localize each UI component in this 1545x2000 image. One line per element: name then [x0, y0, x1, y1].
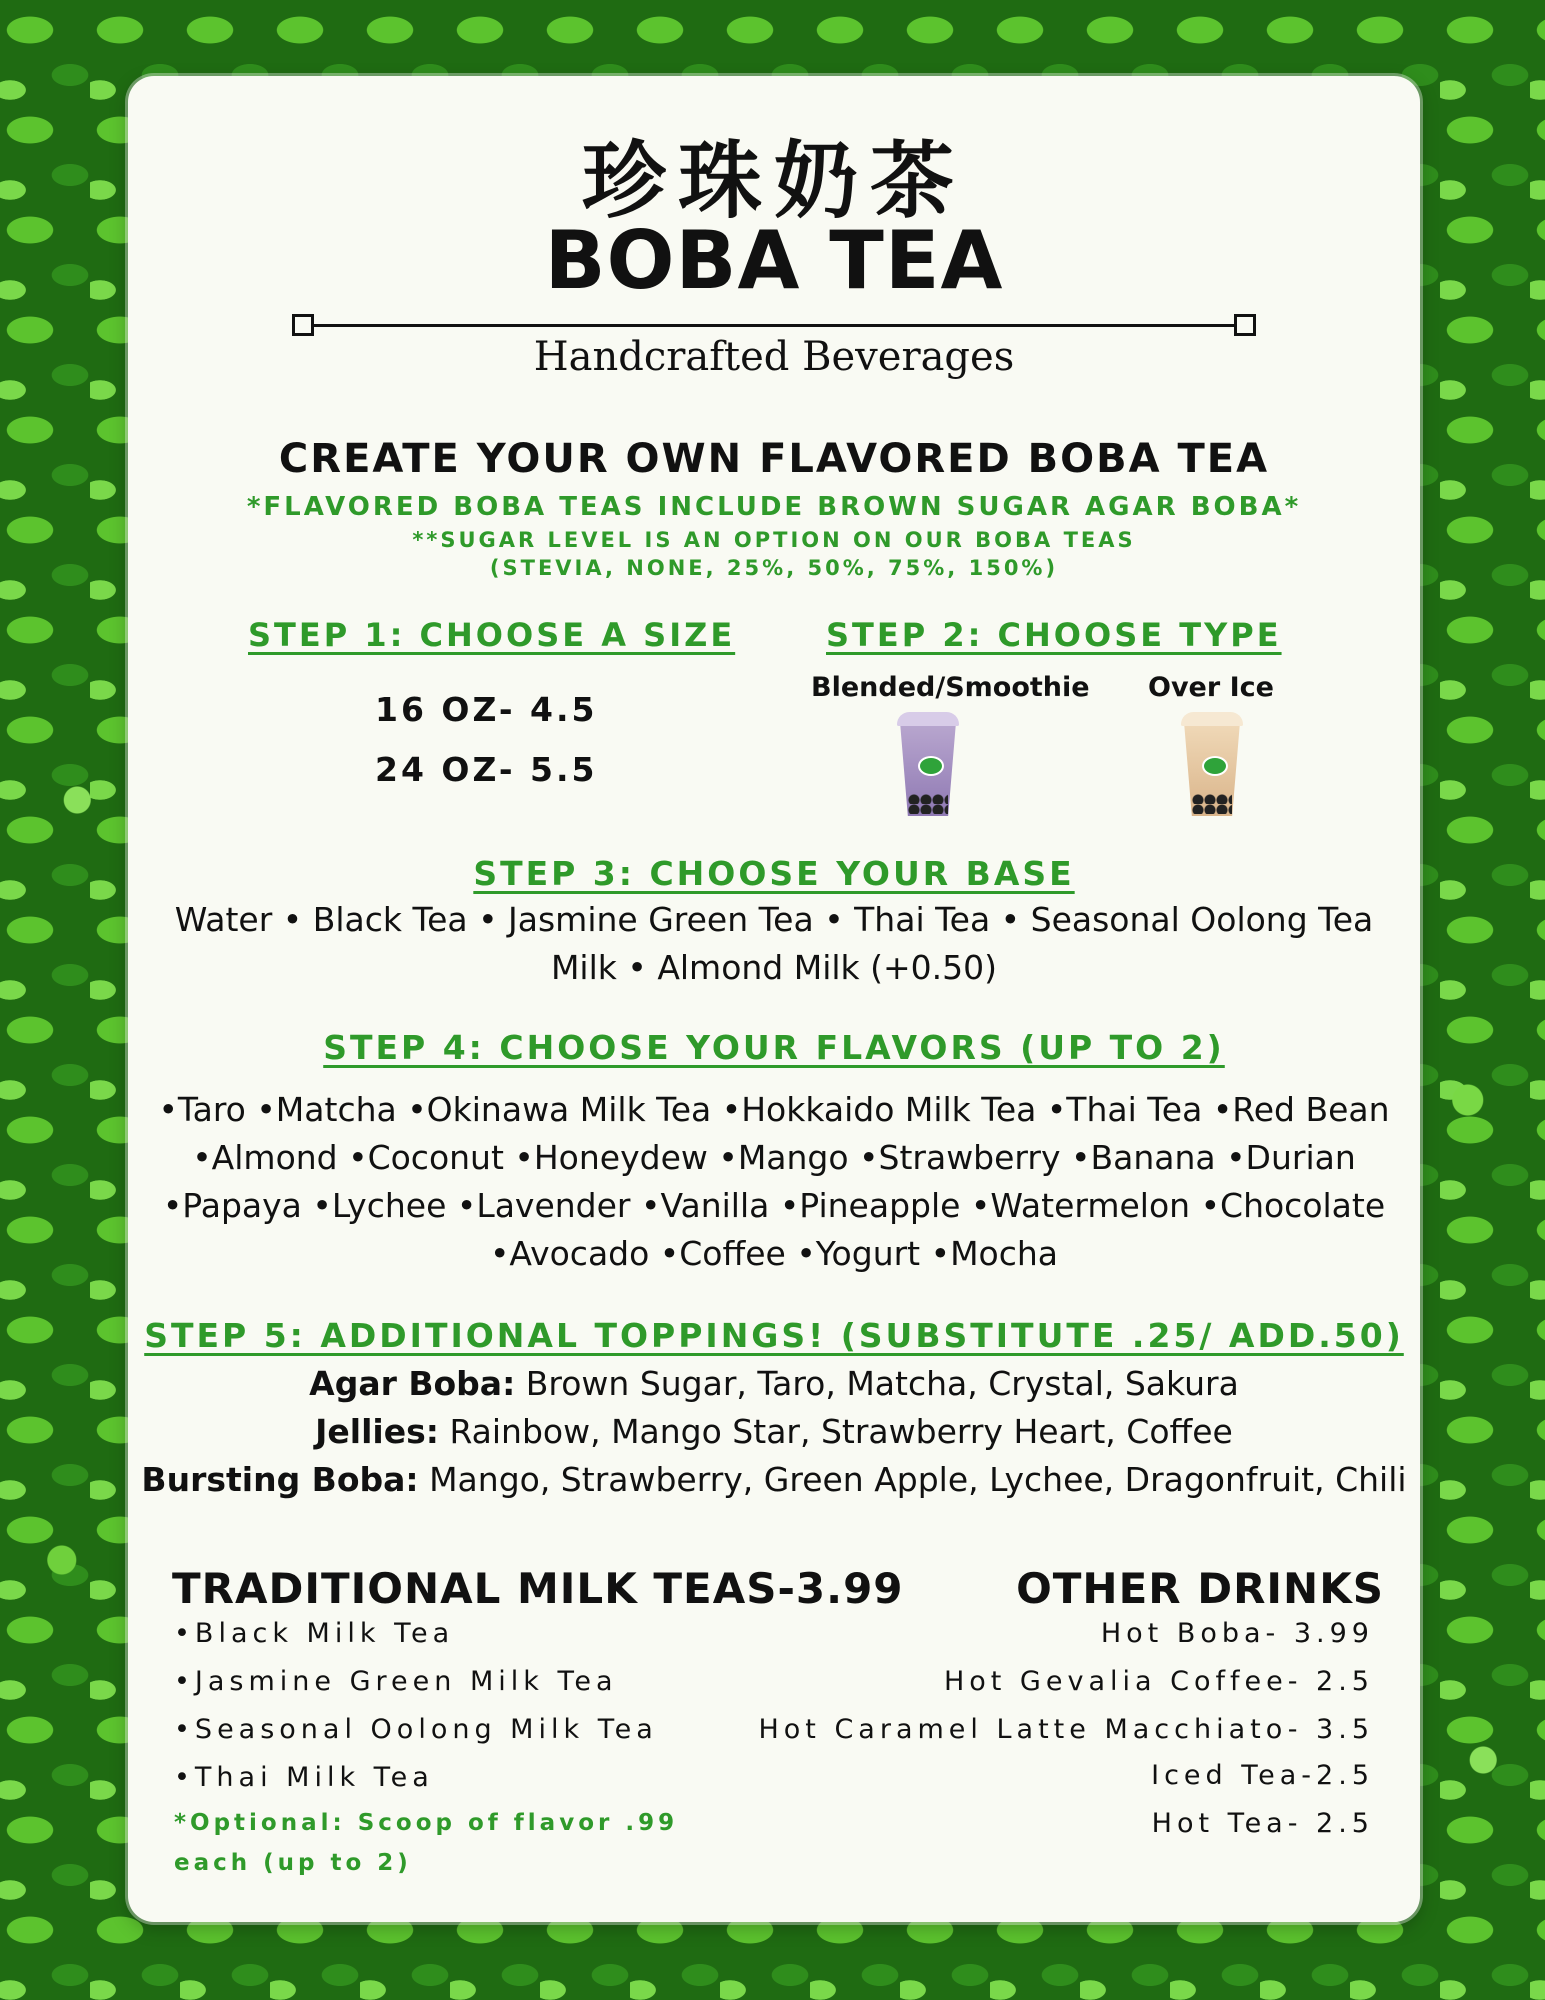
size-option-24oz: 24 OZ- 5.5: [375, 750, 598, 789]
traditional-item: •Thai Milk Tea: [174, 1762, 434, 1793]
topping-row-agar-boba: [128, 1364, 1420, 1403]
step1-heading: STEP 1: CHOOSE A SIZE: [248, 616, 736, 654]
cup-lid: [1181, 712, 1243, 726]
subtitle: Handcrafted Beverages: [533, 334, 1015, 380]
flavor-line: •Taro •Matcha •Okinawa Milk Tea •Hokkaido Milk Tea •Thai Tea •Red Bean: [158, 1090, 1390, 1129]
step2-heading: STEP 2: CHOOSE TYPE: [826, 616, 1282, 654]
divider-square-left: [292, 314, 314, 336]
traditional-item: •Jasmine Green Milk Tea: [174, 1666, 618, 1697]
menu-card: [128, 76, 1420, 1922]
divider-square-right: [1234, 314, 1256, 336]
type-blended-label: Blended/Smoothie: [811, 672, 1090, 703]
cup-logo-icon: [1202, 756, 1228, 776]
topping-items: Mango, Strawberry, Green Apple, Lychee, Dragonfruit, Chili: [418, 1460, 1407, 1499]
optional-note-line1: *Optional: Scoop of flavor .99: [174, 1810, 679, 1836]
topping-items: Rainbow, Mango Star, Strawberry Heart, Coffee: [438, 1412, 1233, 1451]
sugar-level-options: (STEVIA, NONE, 25%, 50%, 75%, 150%): [489, 556, 1059, 580]
topping-row-jellies: [128, 1412, 1420, 1451]
create-heading: CREATE YOUR OWN FLAVORED BOBA TEA: [278, 436, 1270, 482]
topping-items: Brown Sugar, Taro, Matcha, Crystal, Sakura: [515, 1364, 1239, 1403]
other-drink-item: Hot Gevalia Coffee- 2.5: [943, 1666, 1374, 1697]
other-drink-item: Iced Tea-2.5: [1151, 1760, 1374, 1791]
page-title: BOBA TEA: [544, 214, 1004, 307]
other-drink-item: Hot Boba- 3.99: [1100, 1618, 1374, 1649]
topping-row-bursting-boba: [128, 1460, 1420, 1499]
topping-label: Agar Boba:: [309, 1364, 516, 1403]
chinese-title: 珍珠奶茶: [581, 131, 966, 230]
other-drinks-heading: OTHER DRINKS: [1016, 1564, 1384, 1613]
divider-line: [312, 324, 1236, 327]
cup-logo-icon: [918, 756, 944, 776]
base-options-line1: Water • Black Tea • Jasmine Green Tea • Thai Tea • Seasonal Oolong Tea: [174, 900, 1374, 939]
sugar-level-note: **SUGAR LEVEL IS AN OPTION ON OUR BOBA TEAS: [412, 528, 1136, 552]
other-drink-item: Hot Tea- 2.5: [1151, 1808, 1374, 1839]
flavor-line: •Almond •Coconut •Honeydew •Mango •Strawberry •Banana •Durian: [192, 1138, 1356, 1177]
topping-label: Jellies:: [315, 1412, 439, 1451]
flavor-line: •Papaya •Lychee •Lavender •Vanilla •Pineapple •Watermelon •Chocolate: [162, 1186, 1386, 1225]
step5-heading: STEP 5: ADDITIONAL TOPPINGS! (SUBSTITUTE .25/ ADD.50): [144, 1316, 1404, 1355]
boba-pearls: [908, 794, 948, 814]
base-options-line2: Milk • Almond Milk (+0.50): [550, 948, 998, 987]
topping-label: Bursting Boba:: [141, 1460, 419, 1499]
step4-heading: STEP 4: CHOOSE YOUR FLAVORS (UP TO 2): [323, 1028, 1225, 1067]
step3-heading: STEP 3: CHOOSE YOUR BASE: [473, 854, 1075, 893]
flavor-line: •Avocado •Coffee •Yogurt •Mocha: [489, 1234, 1059, 1273]
optional-note-line2: each (up to 2): [174, 1850, 412, 1876]
size-option-16oz: 16 OZ- 4.5: [375, 690, 598, 729]
traditional-item: •Seasonal Oolong Milk Tea: [174, 1714, 658, 1745]
boba-pearls: [1192, 794, 1232, 814]
other-drink-item: Hot Caramel Latte Macchiato- 3.5: [758, 1714, 1374, 1745]
type-over-ice-label: Over Ice: [1148, 672, 1274, 703]
traditional-heading: TRADITIONAL MILK TEAS-3.99: [172, 1564, 904, 1613]
traditional-item: •Black Milk Tea: [174, 1618, 455, 1649]
cup-lid: [897, 712, 959, 726]
boba-included-note: *FLAVORED BOBA TEAS INCLUDE BROWN SUGAR AGAR BOBA*: [246, 492, 1302, 522]
